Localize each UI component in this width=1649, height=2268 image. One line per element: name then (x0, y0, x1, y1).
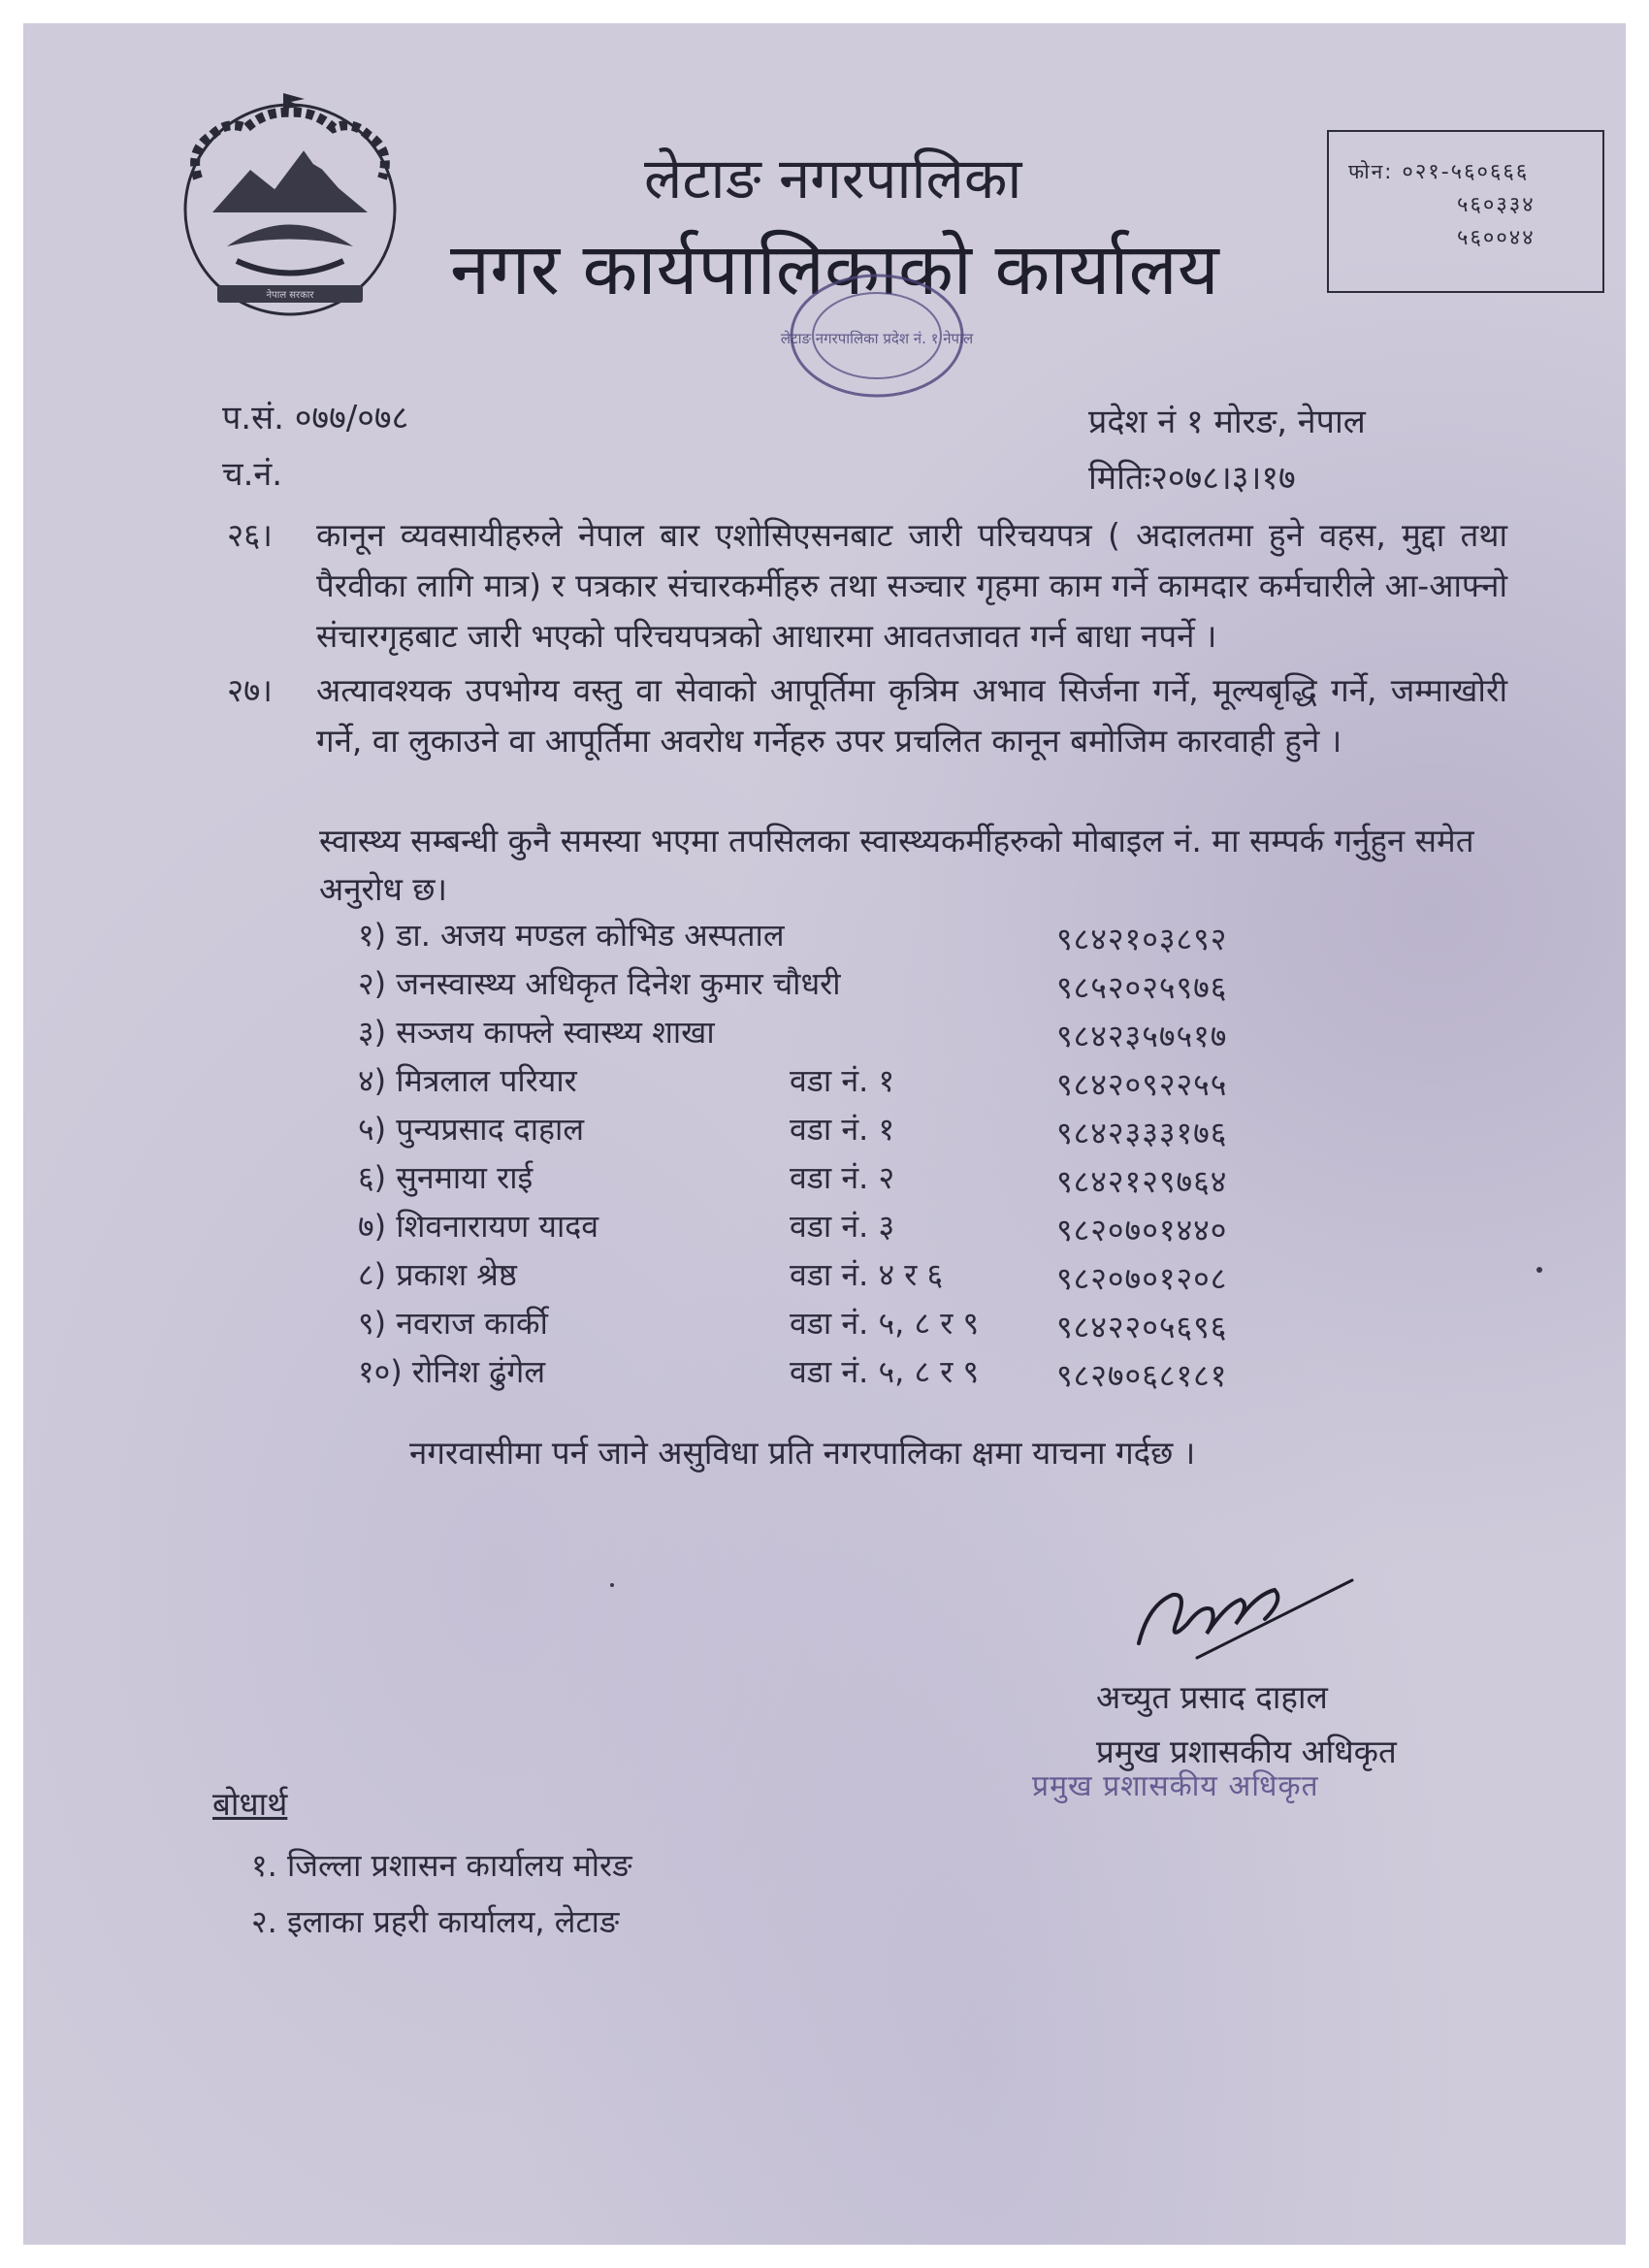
phone-label: फोन: (1348, 160, 1394, 183)
contact-mobile: ९८४२०९२२५५ (1056, 1066, 1228, 1103)
contact-row (358, 1350, 1425, 1399)
contact-row (358, 1205, 1425, 1253)
contact-mobile: ९८५२०२५९७६ (1056, 969, 1228, 1006)
point-text: अत्यावश्यक उपभोग्य वस्तु वा सेवाको आपूर्तिमा कृत्रिम अभाव सिर्जना गर्ने, मूल्यबृद्धि गर्ने, जम्माखोरी गर्ने, वा लुकाउने वा आपूर्तिमा अवरोध गर्नेहरु उपर प्रचलित कानून बमोजिम कारवाही हुने । (316, 671, 1507, 760)
point-26 (227, 510, 1507, 662)
contact-ward: वडा नं. ५, ८ र ९ (790, 1305, 980, 1342)
contact-ward: वडा नं. १ (790, 1062, 895, 1099)
place-date-block (1088, 394, 1366, 506)
letter-date: मितिः२०७८।३।१७ (1088, 459, 1296, 498)
phone-number-1: ०२१-५६०६६६ (1402, 160, 1530, 184)
contact-name: ८) प्रकाश श्रेष्ठ (358, 1256, 517, 1293)
contact-row (358, 914, 1425, 962)
dispatch-number: च.नं. (222, 455, 283, 494)
ink-speck (1536, 1267, 1542, 1273)
contact-ward: वडा नं. ४ र ६ (790, 1256, 944, 1293)
point-27 (227, 665, 1507, 766)
location: प्रदेश नं १ मोरङ, नेपाल (1088, 403, 1366, 441)
contact-mobile: ९८४२२०५६९६ (1056, 1309, 1228, 1345)
cc-item: १. जिल्ला प्रशासन कार्यालय मोरङ (251, 1847, 632, 1884)
contact-row (358, 1156, 1425, 1205)
point-number: २६। (227, 516, 273, 554)
cc-heading: बोधार्थ (212, 1785, 288, 1823)
contact-row (358, 1011, 1425, 1059)
government-emblem-icon (159, 91, 421, 319)
contact-name: ५) पुन्यप्रसाद दाहाल (358, 1111, 585, 1148)
contact-name: १०) रोनिश ढुंगेल (358, 1353, 546, 1390)
contact-row (358, 962, 1425, 1011)
point-number: २७। (227, 671, 273, 709)
contact-mobile: ९८२०७०१२०८ (1056, 1260, 1228, 1297)
health-notice: स्वास्थ्य सम्बन्धी कुनै समस्या भएमा तपसिलका स्वास्थ्यकर्मीहरुको मोबाइल नं. मा सम्पर्क गर्नुहुन समेत अनुरोध छ। (319, 822, 1474, 908)
signatory-name: अच्युत प्रसाद दाहाल (1096, 1678, 1328, 1716)
phone-number-2: ५६०३३४ (1457, 193, 1536, 217)
letter-page (23, 23, 1626, 2245)
contact-name: ६) सुनमाया राई (358, 1159, 534, 1196)
contact-name: २) जनस्वास्थ्य अधिकृत दिनेश कुमार चौधरी (358, 965, 841, 1002)
contact-name: ४) मित्रलाल परियार (358, 1062, 577, 1099)
office-name: नगर कार्यपालिकाको कार्यालय (450, 228, 1219, 311)
contact-mobile: ९८२०७०१४४० (1056, 1212, 1228, 1248)
contact-mobile: ९८४२१०३८९२ (1056, 921, 1228, 957)
ink-speck (610, 1583, 614, 1587)
office-stamp-icon (780, 266, 974, 411)
contact-row (358, 1302, 1425, 1350)
contact-mobile: ९८४२३५७५१७ (1056, 1018, 1228, 1054)
reference-number: प.सं. ०७७/०७८ (222, 399, 409, 437)
cc-list (251, 1837, 631, 1950)
contact-ward: वडा नं. ३ (790, 1208, 895, 1245)
municipality-name: लेटाङ नगरपालिका (644, 146, 1022, 211)
contact-mobile: ९८२७०६८१८१ (1056, 1357, 1228, 1394)
reference-block (222, 390, 408, 502)
contact-row (358, 1059, 1425, 1108)
contact-mobile: ९८४२१२९७६४ (1056, 1163, 1228, 1200)
svg-text:लेटाङ नगरपालिका प्रदेश नं. १ न: लेटाङ नगरपालिका प्रदेश नं. १ नेपाल (780, 330, 974, 347)
signatory-title: प्रमुख प्रशासकीय अधिकृत (1096, 1733, 1397, 1770)
contact-name: १) डा. अजय मण्डल कोभिड अस्पताल (358, 917, 785, 954)
signatory-block (1096, 1670, 1397, 1779)
contact-row (358, 1108, 1425, 1156)
contact-mobile: ९८४२३३३१७६ (1056, 1115, 1228, 1151)
cc-item: २. इलाका प्रहरी कार्यालय, लेटाङ (251, 1903, 620, 1940)
contact-row (358, 1253, 1425, 1302)
contact-ward: वडा नं. ५, ८ र ९ (790, 1353, 980, 1390)
handwritten-signature-icon (1119, 1566, 1362, 1672)
phone-number-3: ५६००४४ (1457, 226, 1536, 250)
contact-name: ३) सञ्जय काफ्ले स्वास्थ्य शाखा (358, 1014, 715, 1051)
phone-box (1327, 130, 1604, 293)
designation-stamp: प्रमुख प्रशासकीय अधिकृत (1032, 1769, 1319, 1803)
point-text: कानून व्यवसायीहरुले नेपाल बार एशोसिएसनबाट जारी परिचयपत्र ( अदालतमा हुने वहस, मुद्दा तथा पैरवीका लागि मात्र) र पत्रकार संचारकर्मीहरु तथा सञ्चार गृहमा काम गर्ने कामदार कर्मचारीले आ-आफ्नो संचारगृहबाट जारी भएको परिचयपत्रको आधारमा आवतजावत गर्न बाधा नपर्ने । (316, 516, 1507, 655)
contact-list (358, 914, 1425, 1399)
apology-note: नगरवासीमा पर्न जाने असुविधा प्रति नगरपालिका क्षमा याचना गर्दछ । (409, 1434, 1196, 1472)
contact-ward: वडा नं. १ (790, 1111, 895, 1148)
svg-text:नेपाल सरकार: नेपाल सरकार (266, 290, 314, 301)
contact-name: ७) शिवनारायण यादव (358, 1208, 599, 1245)
contact-ward: वडा नं. २ (790, 1159, 895, 1196)
contact-name: ९) नवराज कार्की (358, 1305, 548, 1342)
